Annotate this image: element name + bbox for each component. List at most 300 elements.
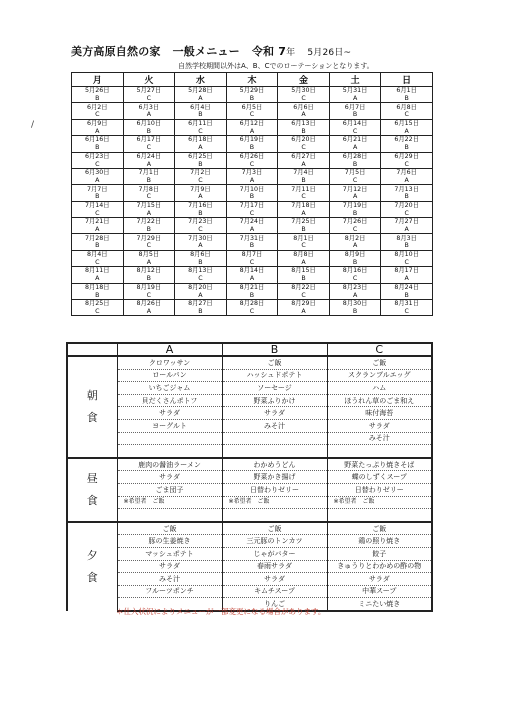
calendar-date-cell: 8月25日 bbox=[72, 299, 124, 307]
dinner-menu-row bbox=[67, 522, 432, 535]
menu-item-cell: クロワッサン bbox=[117, 356, 222, 369]
calendar-menu-code-cell: B bbox=[123, 226, 175, 234]
calendar-menu-code-cell: B bbox=[72, 291, 124, 299]
calendar-menu-code-cell: B bbox=[226, 144, 278, 152]
menu-item-cell: マッシュポテト bbox=[117, 547, 222, 560]
calendar-date-cell: 5月26日 bbox=[72, 87, 124, 95]
weekday-tuesday: 火 bbox=[123, 73, 175, 87]
menu-item-cell: フルーツポンチ bbox=[117, 585, 222, 598]
calendar-menu-row bbox=[72, 226, 433, 234]
calendar-date-cell: 8月10日 bbox=[381, 250, 433, 258]
calendar-date-cell: 7月2日 bbox=[175, 168, 227, 176]
menu-item-cell: ロールパン bbox=[117, 369, 222, 382]
calendar-menu-code-cell: A bbox=[175, 95, 227, 103]
calendar-date-cell: 8月6日 bbox=[175, 250, 227, 258]
calendar-menu-code-cell: B bbox=[329, 209, 381, 217]
calendar-date-cell: 7月15日 bbox=[123, 201, 175, 209]
menu-item-cell: ハッシュドポテト bbox=[222, 369, 327, 382]
breakfast-menu-row bbox=[67, 445, 432, 458]
page-title bbox=[71, 43, 351, 59]
calendar-menu-code-cell: A bbox=[123, 111, 175, 119]
calendar-menu-code-cell: C bbox=[329, 127, 381, 135]
breakfast-menu-row bbox=[67, 394, 432, 407]
calendar-date-cell: 6月6日 bbox=[278, 103, 330, 111]
calendar-date-row bbox=[72, 119, 433, 127]
calendar-date-cell: 7月22日 bbox=[123, 218, 175, 226]
menu-item-cell bbox=[117, 445, 222, 458]
menu-item-cell: みそ汁 bbox=[327, 432, 432, 445]
menu-item-cell: 野菜ふりかけ bbox=[222, 394, 327, 407]
calendar-date-cell: 6月1日 bbox=[381, 87, 433, 95]
calendar-menu-code-cell: C bbox=[226, 308, 278, 316]
menu-item-cell: いちごジャム bbox=[117, 382, 222, 395]
menu-item-cell: ご飯 bbox=[222, 522, 327, 535]
calendar-date-cell: 6月18日 bbox=[175, 136, 227, 144]
weekday-sunday: 日 bbox=[381, 73, 433, 87]
weekday-friday: 金 bbox=[278, 73, 330, 87]
menu-item-cell: ハム bbox=[327, 382, 432, 395]
calendar-menu-code-cell: A bbox=[123, 258, 175, 266]
calendar-date-cell: 7月8日 bbox=[123, 185, 175, 193]
calendar-date-cell: 6月4日 bbox=[175, 103, 227, 111]
calendar-menu-code-cell: C bbox=[123, 193, 175, 201]
calendar-menu-code-cell: B bbox=[72, 95, 124, 103]
calendar-date-cell: 8月9日 bbox=[329, 250, 381, 258]
calendar-date-cell: 6月12日 bbox=[226, 119, 278, 127]
lunch-label-char: 昼 bbox=[86, 471, 98, 485]
calendar-date-cell: 8月22日 bbox=[278, 283, 330, 291]
calendar-menu-code-cell: A bbox=[175, 242, 227, 250]
calendar-date-row bbox=[72, 103, 433, 111]
menu-item-cell: サラダ bbox=[222, 573, 327, 586]
calendar-date-cell: 6月26日 bbox=[226, 152, 278, 160]
menu-item-cell: 鹿肉の醤油ラーメン bbox=[117, 458, 222, 471]
calendar-date-cell: 6月7日 bbox=[329, 103, 381, 111]
menu-item-cell: 味付海苔 bbox=[327, 407, 432, 420]
calendar-menu-row bbox=[72, 111, 433, 119]
calendar-date-cell: 7月13日 bbox=[381, 185, 433, 193]
calendar-date-cell: 5月27日 bbox=[123, 87, 175, 95]
calendar-menu-row bbox=[72, 258, 433, 266]
calendar-date-row bbox=[72, 218, 433, 226]
menu-item-cell: ご飯 bbox=[222, 356, 327, 369]
calendar-menu-code-cell: C bbox=[381, 209, 433, 217]
calendar-date-cell: 7月24日 bbox=[226, 218, 278, 226]
menu-item-cell: 三元豚のトンカツ bbox=[222, 535, 327, 548]
calendar-menu-code-cell: C bbox=[226, 258, 278, 266]
calendar-date-cell: 8月17日 bbox=[381, 267, 433, 275]
calendar-menu-code-cell: A bbox=[278, 111, 330, 119]
calendar-date-row bbox=[72, 87, 433, 95]
calendar-date-cell: 8月16日 bbox=[329, 267, 381, 275]
calendar-date-cell: 7月18日 bbox=[278, 201, 330, 209]
calendar-date-cell: 6月23日 bbox=[72, 152, 124, 160]
dinner-label bbox=[67, 522, 117, 611]
lunch-menu-row bbox=[67, 483, 432, 496]
calendar-menu-code-cell: B bbox=[72, 193, 124, 201]
menu-item-cell bbox=[222, 509, 327, 522]
calendar-date-cell: 6月16日 bbox=[72, 136, 124, 144]
menu-item-cell: 日替わりゼリー bbox=[327, 483, 432, 496]
calendar-menu-code-cell: C bbox=[123, 242, 175, 250]
menu-item-cell: わかめうどん bbox=[222, 458, 327, 471]
dinner-menu-row bbox=[67, 560, 432, 573]
calendar-date-cell: 8月18日 bbox=[72, 283, 124, 291]
menu-item-cell bbox=[117, 432, 222, 445]
breakfast-label bbox=[67, 356, 117, 458]
calendar-menu-code-cell: B bbox=[226, 193, 278, 201]
calendar-menu-code-cell: B bbox=[278, 127, 330, 135]
calendar-menu-row bbox=[72, 275, 433, 283]
calendar-menu-code-cell: C bbox=[175, 177, 227, 185]
menu-item-cell: みそ汁 bbox=[222, 419, 327, 432]
calendar-menu-code-cell: A bbox=[123, 308, 175, 316]
calendar-date-cell: 8月23日 bbox=[329, 283, 381, 291]
menu-table bbox=[66, 342, 433, 612]
weekday-monday: 月 bbox=[72, 73, 124, 87]
calendar-menu-code-cell: B bbox=[226, 291, 278, 299]
calendar-menu-code-cell: B bbox=[123, 127, 175, 135]
calendar-date-cell: 6月8日 bbox=[381, 103, 433, 111]
breakfast-menu-row bbox=[67, 356, 432, 369]
calendar-date-cell: 5月30日 bbox=[278, 87, 330, 95]
calendar-date-cell: 7月9日 bbox=[175, 185, 227, 193]
calendar-menu-code-cell: C bbox=[278, 291, 330, 299]
calendar-menu-code-cell: A bbox=[226, 226, 278, 234]
lunch-label-char: 食 bbox=[86, 493, 98, 507]
calendar-menu-row bbox=[72, 177, 433, 185]
menu-item-cell: サラダ bbox=[327, 419, 432, 432]
calendar-menu-code-cell: A bbox=[381, 177, 433, 185]
calendar-menu-code-cell: B bbox=[381, 193, 433, 201]
calendar-date-cell: 6月11日 bbox=[175, 119, 227, 127]
calendar-menu-code-cell: A bbox=[226, 177, 278, 185]
menu-item-cell: ミニたい焼き bbox=[327, 598, 432, 611]
dinner-menu-row bbox=[67, 535, 432, 548]
calendar-menu-code-cell: A bbox=[72, 127, 124, 135]
margin-mark: / bbox=[31, 120, 35, 130]
calendar-menu-code-cell: A bbox=[278, 308, 330, 316]
calendar-menu-code-cell: A bbox=[329, 291, 381, 299]
calendar-body bbox=[72, 87, 433, 316]
calendar-date-cell: 7月21日 bbox=[72, 218, 124, 226]
calendar-date-cell: 5月28日 bbox=[175, 87, 227, 95]
menu-header-corner bbox=[67, 343, 117, 356]
menu-item-cell: スクランブルエッグ bbox=[327, 369, 432, 382]
menu-item-cell: ※希望者 ご飯 bbox=[327, 496, 432, 509]
calendar-date-cell: 7月4日 bbox=[278, 168, 330, 176]
calendar-menu-code-cell: B bbox=[175, 160, 227, 168]
menu-item-cell: サラダ bbox=[222, 407, 327, 420]
calendar-date-row bbox=[72, 201, 433, 209]
calendar-date-cell: 7月19日 bbox=[329, 201, 381, 209]
lunch-menu-row bbox=[67, 458, 432, 471]
calendar-date-cell: 7月31日 bbox=[226, 234, 278, 242]
breakfast-menu-row bbox=[67, 369, 432, 382]
calendar-date-cell: 8月29日 bbox=[278, 299, 330, 307]
calendar-date-cell: 8月5日 bbox=[123, 250, 175, 258]
menu-item-cell bbox=[222, 445, 327, 458]
menu-item-cell: ※希望者 ご飯 bbox=[117, 496, 222, 509]
lunch-menu-row bbox=[67, 471, 432, 484]
calendar-menu-code-cell: B bbox=[278, 226, 330, 234]
dinner-label-char: 食 bbox=[86, 570, 98, 584]
calendar-menu-code-cell: C bbox=[381, 308, 433, 316]
calendar-menu-code-cell: C bbox=[278, 193, 330, 201]
menu-item-cell: ご飯 bbox=[117, 522, 222, 535]
calendar-date-row bbox=[72, 136, 433, 144]
calendar-date-cell: 6月9日 bbox=[72, 119, 124, 127]
calendar-date-cell: 6月27日 bbox=[278, 152, 330, 160]
calendar-menu-code-cell: A bbox=[123, 209, 175, 217]
calendar-date-cell: 6月3日 bbox=[123, 103, 175, 111]
menu-item-cell: じゃがバター bbox=[222, 547, 327, 560]
menu-item-cell: 豚の生姜焼き bbox=[117, 535, 222, 548]
calendar-date-row bbox=[72, 234, 433, 242]
weekday-wednesday: 水 bbox=[175, 73, 227, 87]
calendar-date-cell: 6月5日 bbox=[226, 103, 278, 111]
calendar-date-cell: 8月4日 bbox=[72, 250, 124, 258]
calendar-menu-code-cell: B bbox=[329, 111, 381, 119]
calendar-menu-code-cell: A bbox=[123, 160, 175, 168]
calendar-menu-row bbox=[72, 127, 433, 135]
menu-header-row bbox=[67, 343, 432, 356]
calendar-menu-code-cell: C bbox=[175, 127, 227, 135]
menu-item-cell: 日替わりゼリー bbox=[222, 483, 327, 496]
lunch-menu-row bbox=[67, 496, 432, 509]
menu-item-cell: サラダ bbox=[117, 471, 222, 484]
calendar-menu-code-cell: C bbox=[72, 209, 124, 217]
calendar-date-cell: 8月21日 bbox=[226, 283, 278, 291]
calendar-menu-code-cell: A bbox=[329, 242, 381, 250]
calendar-date-cell: 8月20日 bbox=[175, 283, 227, 291]
calendar-date-cell: 8月1日 bbox=[278, 234, 330, 242]
calendar-date-cell: 6月19日 bbox=[226, 136, 278, 144]
calendar-menu-row bbox=[72, 209, 433, 217]
calendar-date-cell: 8月24日 bbox=[381, 283, 433, 291]
calendar-date-cell: 7月26日 bbox=[329, 218, 381, 226]
weekday-saturday: 土 bbox=[329, 73, 381, 87]
breakfast-label-char: 食 bbox=[86, 410, 98, 424]
calendar-date-cell: 8月19日 bbox=[123, 283, 175, 291]
menu-item-cell: ごま団子 bbox=[117, 483, 222, 496]
calendar-menu-code-cell: B bbox=[123, 275, 175, 283]
calendar-date-row bbox=[72, 185, 433, 193]
calendar-date-cell: 8月30日 bbox=[329, 299, 381, 307]
calendar-menu-code-cell: B bbox=[123, 177, 175, 185]
calendar-date-cell: 5月31日 bbox=[329, 87, 381, 95]
calendar-menu-row bbox=[72, 160, 433, 168]
lunch-label bbox=[67, 458, 117, 522]
calendar-date-row bbox=[72, 299, 433, 307]
menu-item-cell: 貝だくさんポトフ bbox=[117, 394, 222, 407]
calendar-menu-code-cell: A bbox=[381, 127, 433, 135]
calendar-menu-code-cell: C bbox=[72, 111, 124, 119]
menu-body bbox=[67, 343, 432, 611]
calendar-date-cell: 8月12日 bbox=[123, 267, 175, 275]
calendar-menu-code-cell: C bbox=[278, 95, 330, 103]
calendar-date-cell: 6月13日 bbox=[278, 119, 330, 127]
menu-item-cell: りんご bbox=[222, 598, 327, 611]
rotation-calendar bbox=[71, 72, 433, 316]
year-value: 7 bbox=[278, 45, 287, 58]
weekday-header-row bbox=[72, 73, 433, 87]
calendar-date-cell: 6月25日 bbox=[175, 152, 227, 160]
calendar-menu-code-cell: C bbox=[72, 308, 124, 316]
calendar-date-cell: 6月29日 bbox=[381, 152, 433, 160]
calendar-menu-row bbox=[72, 308, 433, 316]
calendar-date-cell: 7月7日 bbox=[72, 185, 124, 193]
calendar-menu-code-cell: A bbox=[226, 127, 278, 135]
menu-item-cell: みそ汁 bbox=[117, 573, 222, 586]
menu-item-cell bbox=[327, 445, 432, 458]
calendar-menu-code-cell: C bbox=[226, 160, 278, 168]
calendar-menu-code-cell: B bbox=[329, 258, 381, 266]
calendar-menu-code-cell: A bbox=[72, 177, 124, 185]
weekday-thursday: 木 bbox=[226, 73, 278, 87]
calendar-menu-code-cell: C bbox=[329, 275, 381, 283]
calendar-menu-code-cell: B bbox=[381, 144, 433, 152]
calendar-menu-code-cell: C bbox=[72, 258, 124, 266]
calendar-menu-row bbox=[72, 193, 433, 201]
calendar-date-cell: 7月12日 bbox=[329, 185, 381, 193]
calendar-menu-code-cell: C bbox=[226, 209, 278, 217]
calendar-date-cell: 8月15日 bbox=[278, 267, 330, 275]
breakfast-menu-row bbox=[67, 419, 432, 432]
calendar-date-cell: 7月14日 bbox=[72, 201, 124, 209]
menu-item-cell: きゅうりとわかめの酢の物 bbox=[327, 560, 432, 573]
menu-item-cell: ほうれん草のごま和え bbox=[327, 394, 432, 407]
calendar-date-cell: 8月7日 bbox=[226, 250, 278, 258]
calendar-date-row bbox=[72, 267, 433, 275]
menu-item-cell: 野菜たっぷり焼きそば bbox=[327, 458, 432, 471]
calendar-menu-code-cell: A bbox=[329, 95, 381, 103]
calendar-date-cell: 8月28日 bbox=[226, 299, 278, 307]
calendar-date-cell: 7月28日 bbox=[72, 234, 124, 242]
menu-item-cell: サラダ bbox=[117, 407, 222, 420]
calendar-menu-code-cell: C bbox=[329, 177, 381, 185]
calendar-date-cell: 6月14日 bbox=[329, 119, 381, 127]
calendar-date-row bbox=[72, 283, 433, 291]
calendar-date-cell: 7月25日 bbox=[278, 218, 330, 226]
menu-item-cell: サラダ bbox=[117, 560, 222, 573]
start-date: 5月26日~ bbox=[307, 48, 352, 58]
dinner-menu-row bbox=[67, 573, 432, 586]
calendar-menu-code-cell: B bbox=[226, 95, 278, 103]
calendar-date-cell: 6月28日 bbox=[329, 152, 381, 160]
calendar-date-cell: 6月17日 bbox=[123, 136, 175, 144]
calendar-date-cell: 8月27日 bbox=[175, 299, 227, 307]
calendar-menu-code-cell: A bbox=[278, 160, 330, 168]
calendar-menu-code-cell: C bbox=[278, 242, 330, 250]
calendar-date-cell: 6月22日 bbox=[381, 136, 433, 144]
calendar-menu-code-cell: B bbox=[175, 258, 227, 266]
calendar-menu-code-cell: B bbox=[278, 177, 330, 185]
menu-label: 一般メニュー bbox=[172, 45, 240, 58]
menu-item-cell: ※希望者 ご飯 bbox=[222, 496, 327, 509]
breakfast-label-char: 朝 bbox=[86, 388, 98, 402]
menu-column-b: B bbox=[222, 343, 327, 356]
calendar-date-cell: 8月2日 bbox=[329, 234, 381, 242]
calendar-date-cell: 8月26日 bbox=[123, 299, 175, 307]
era-label: 令和 bbox=[251, 45, 275, 58]
calendar-menu-code-cell: A bbox=[175, 291, 227, 299]
calendar-menu-row bbox=[72, 291, 433, 299]
calendar-menu-code-cell: A bbox=[175, 193, 227, 201]
menu-item-cell bbox=[222, 432, 327, 445]
menu-item-cell bbox=[117, 509, 222, 522]
calendar-menu-row bbox=[72, 242, 433, 250]
calendar-menu-code-cell: B bbox=[72, 144, 124, 152]
calendar-menu-code-cell: A bbox=[72, 226, 124, 234]
calendar-menu-code-cell: A bbox=[329, 193, 381, 201]
calendar-date-cell: 8月8日 bbox=[278, 250, 330, 258]
calendar-menu-row bbox=[72, 144, 433, 152]
calendar-date-row bbox=[72, 168, 433, 176]
calendar-menu-code-cell: C bbox=[381, 258, 433, 266]
calendar-date-cell: 7月6日 bbox=[381, 168, 433, 176]
calendar-menu-code-cell: B bbox=[329, 308, 381, 316]
calendar-menu-code-cell: C bbox=[123, 144, 175, 152]
calendar-date-cell: 6月30日 bbox=[72, 168, 124, 176]
menu-item-cell: 野菜かき揚げ bbox=[222, 471, 327, 484]
calendar-date-cell: 6月24日 bbox=[123, 152, 175, 160]
menu-item-cell: 鶏の照り焼き bbox=[327, 535, 432, 548]
calendar-menu-code-cell: A bbox=[226, 275, 278, 283]
calendar-menu-code-cell: A bbox=[381, 226, 433, 234]
lunch-menu-row bbox=[67, 509, 432, 522]
calendar-date-cell: 5月29日 bbox=[226, 87, 278, 95]
calendar-date-cell: 7月11日 bbox=[278, 185, 330, 193]
calendar-date-cell: 7月29日 bbox=[123, 234, 175, 242]
calendar-menu-code-cell: C bbox=[381, 111, 433, 119]
menu-item-cell: 春雨サラダ bbox=[222, 560, 327, 573]
menu-item-cell: キムチスープ bbox=[222, 585, 327, 598]
calendar-date-cell: 7月20日 bbox=[381, 201, 433, 209]
calendar-date-cell: 7月23日 bbox=[175, 218, 227, 226]
calendar-date-cell: 6月2日 bbox=[72, 103, 124, 111]
calendar-menu-code-cell: B bbox=[381, 242, 433, 250]
menu-column-c: C bbox=[327, 343, 432, 356]
dinner-menu-row bbox=[67, 585, 432, 598]
calendar-menu-code-cell: A bbox=[329, 144, 381, 152]
calendar-menu-code-cell: A bbox=[175, 144, 227, 152]
calendar-date-cell: 7月1日 bbox=[123, 168, 175, 176]
calendar-date-cell: 8月3日 bbox=[381, 234, 433, 242]
calendar-menu-code-cell: B bbox=[329, 160, 381, 168]
calendar-menu-code-cell: B bbox=[226, 242, 278, 250]
calendar-date-row bbox=[72, 250, 433, 258]
breakfast-menu-row bbox=[67, 407, 432, 420]
calendar-date-cell: 8月13日 bbox=[175, 267, 227, 275]
calendar-date-cell: 6月15日 bbox=[381, 119, 433, 127]
calendar-menu-code-cell: A bbox=[72, 275, 124, 283]
year-suffix: 年 bbox=[286, 48, 296, 58]
menu-item-cell: ご飯 bbox=[327, 356, 432, 369]
footnote: ＊仕入状況によりメニューが一部変更になる場合があります。 bbox=[116, 607, 326, 616]
calendar-menu-code-cell: C bbox=[226, 111, 278, 119]
breakfast-menu-row bbox=[67, 432, 432, 445]
calendar-menu-code-cell: B bbox=[278, 275, 330, 283]
calendar-menu-code-cell: C bbox=[72, 160, 124, 168]
calendar-menu-code-cell: C bbox=[123, 291, 175, 299]
calendar-date-cell: 7月16日 bbox=[175, 201, 227, 209]
menu-item-cell: ソーセージ bbox=[222, 382, 327, 395]
calendar-date-cell: 7月17日 bbox=[226, 201, 278, 209]
calendar-menu-code-cell: C bbox=[123, 95, 175, 103]
calendar-date-cell: 6月20日 bbox=[278, 136, 330, 144]
calendar-date-cell: 8月11日 bbox=[72, 267, 124, 275]
